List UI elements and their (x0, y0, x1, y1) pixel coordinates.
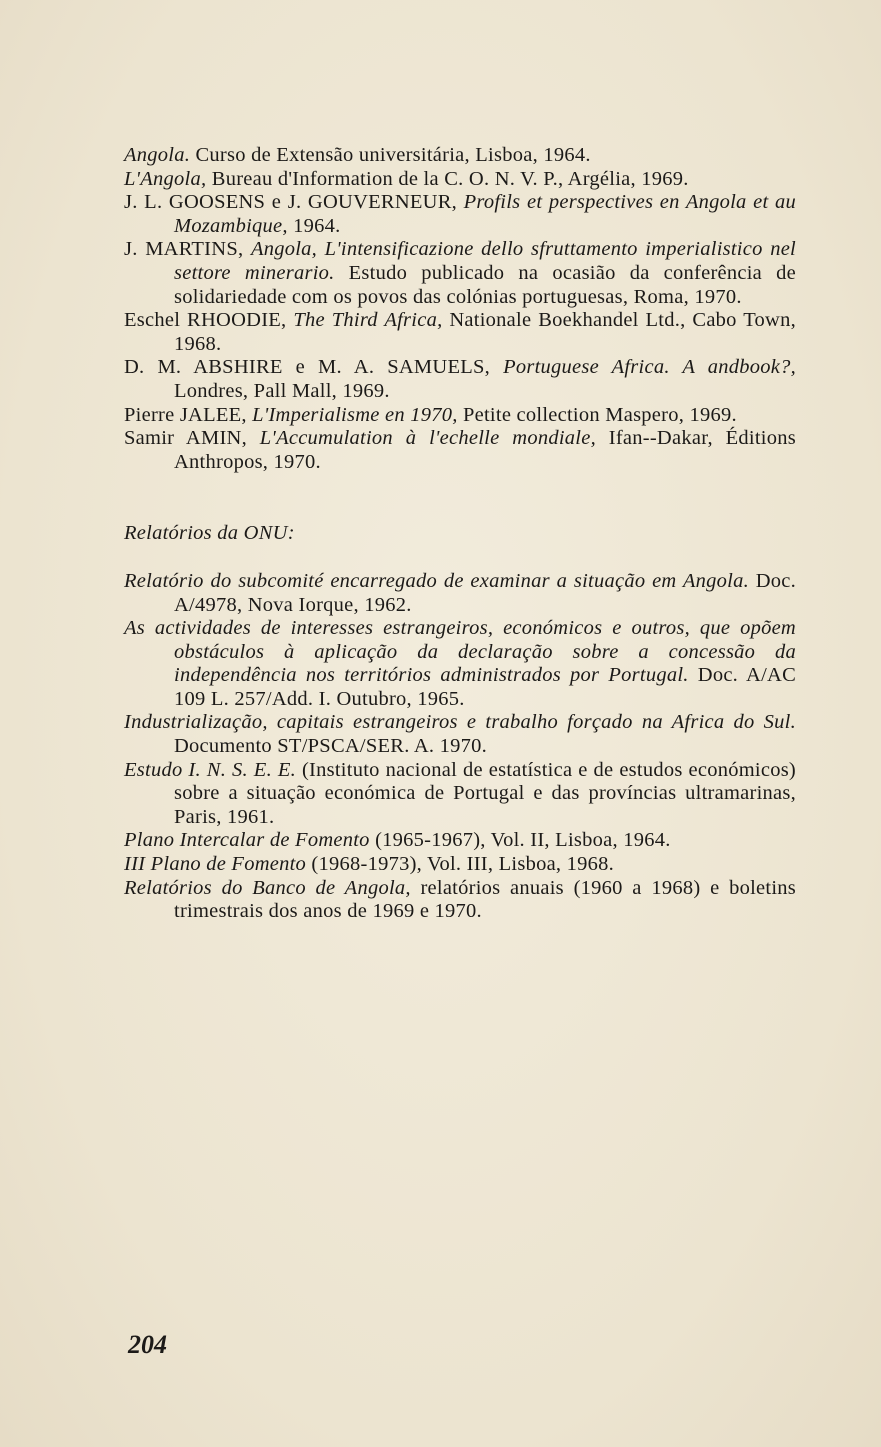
entry-text: Estudo publicado na ocasião da conferência de solidariedade com os povos das colónias portuguesas, Roma, 1970. (174, 261, 796, 308)
entry-text: J. L. GOOSENS e J. GOUVERNEUR, (124, 191, 464, 214)
entry-title: Angola, L'intensificazione dello sfruttamento imperialistico nel settore minerario. (174, 238, 796, 284)
entry-text: Doc. A/4978, Nova Iorque, 1962. (174, 569, 797, 616)
section-title: Relatórios da ONU: (124, 522, 295, 545)
entry-title: III Plano de Fomento (124, 853, 307, 876)
entry-title: Profils et perspectives en Angola et au Mozambique, (174, 191, 796, 237)
reports-entry (124, 759, 796, 830)
reports-entry (124, 570, 796, 617)
entry-text: Ifan--Dakar, Éditions Anthropos, 1970. (174, 427, 796, 473)
entry-text: Nationale Boekhandel Ltd., Cabo Town, 1968. (174, 309, 796, 355)
entry-text: Documento ST/PSCA/SER. A. 1970. (174, 735, 488, 758)
entry-title: Estudo I. N. S. E. E. (124, 758, 297, 781)
bibliography-entry (124, 238, 796, 309)
bibliography-entry (124, 356, 796, 403)
entry-text: Londres, Pall Mall, 1969. (174, 379, 390, 402)
entry-text: (1968-1973), Vol. III, Lisboa, 1968. (306, 853, 615, 876)
entry-title: Relatório do subcomité encarregado de examinar a situação em Angola. (124, 569, 749, 592)
entry-title: Industrialização, capitais estrangeiros e trabalho forçado na Africa do Sul. (124, 711, 796, 734)
entry-title: As actividades de interesses estrangeiros, económicos e outros, que opõem obstáculos à aplicação da declaração sobre a concessão da independência nos territórios administrados por Portugal. (124, 617, 796, 687)
entry-text: relatórios anuais (1960 a 1968) e boletins trimestrais dos anos de 1969 e 1970. (174, 876, 796, 923)
entry-title: Angola. (124, 144, 191, 166)
reports-entry (124, 829, 796, 853)
entry-text: Bureau d'Information de la C. O. N. V. P., Argélia, 1969. (206, 167, 689, 190)
entry-title: L'Accumulation à l'echelle mondiale, (259, 427, 596, 450)
entry-text: Curso de Extensão universitária, Lisboa, 1964. (190, 144, 591, 166)
bibliography-list (124, 144, 796, 474)
entry-title: Relatórios do Banco de Angola, (124, 876, 411, 899)
entry-text: Samir AMIN, (124, 427, 260, 450)
entry-title: Portuguese Africa. A andbook?, (503, 356, 796, 379)
entry-text: Doc. A/AC 109 L. 257/Add. I. Outubro, 1965. (174, 664, 797, 710)
entry-title: L'Angola, (124, 167, 207, 190)
entry-text: (1965-1967), Vol. II, Lisboa, 1964. (369, 829, 671, 852)
bibliography-entry (124, 427, 796, 474)
entry-text: J. MARTINS, (124, 238, 251, 261)
entry-text: Petite collection Maspero, 1969. (457, 403, 737, 426)
entry-title: The Third Africa, (293, 309, 443, 332)
reports-entry (124, 877, 796, 924)
page-content (124, 144, 796, 924)
bibliography-entry (124, 404, 796, 428)
reports-entry (124, 711, 796, 758)
bibliography-entry (124, 168, 796, 192)
entry-text: (Instituto nacional de estatística e de estudos económicos) sobre a situação económica de Portugal e das províncias ultramarinas, Paris, 1961. (174, 758, 796, 828)
bibliography-entry (124, 144, 796, 168)
reports-entry (124, 853, 796, 877)
entry-text: Eschel RHOODIE, (124, 309, 294, 332)
entry-title: L'Imperialisme en 1970, (252, 403, 458, 426)
page-number: 204 (128, 1330, 167, 1359)
entry-text: 1964. (287, 214, 341, 237)
bibliography-entry (124, 191, 796, 238)
bibliography-entry (124, 309, 796, 356)
reports-entry (124, 617, 796, 711)
entry-title: Plano Intercalar de Fomento (124, 829, 370, 852)
entry-text: D. M. ABSHIRE e M. A. SAMUELS, (124, 356, 504, 379)
entry-text: Pierre JALEE, (124, 403, 253, 426)
reports-list (124, 570, 796, 924)
